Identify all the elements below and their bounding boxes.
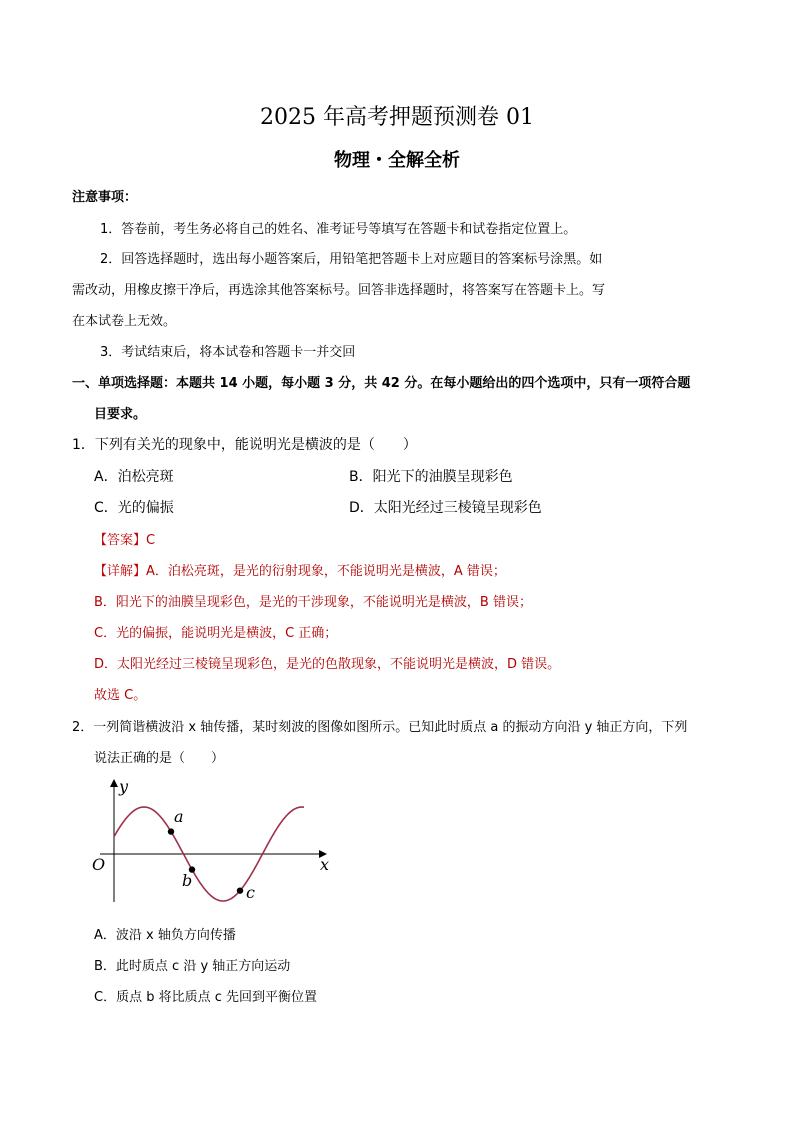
wave-figure [86,772,346,912]
q1-answer-value: C [146,533,156,548]
notice-item-2-line1: 2．回答选择题时，选出每小题答案后，用铅笔把答题卡上对应题目的答案标号涂黑。如 [100,252,603,267]
q1-detail-label: 【详解】 [94,564,147,579]
q1-detail-a [94,560,506,579]
x-axis-label: x [320,855,330,874]
page-subtitle: 物理・全解全析 [334,150,460,171]
q2-option-b: B．此时质点 c 沿 y 轴正方向运动 [94,959,291,974]
point-b-label: b [182,871,193,890]
point-c [237,887,243,893]
q2-option-c: C．质点 b 将比质点 c 先回到平衡位置 [94,990,318,1005]
q1-stem: 1．下列有关光的现象中，能说明光是横波的是（ ） [72,437,417,453]
point-c-label: c [246,883,255,902]
q1-option-c: C．光的偏振 [94,500,174,516]
q1-option-d: D．太阳光经过三棱镜呈现彩色 [349,500,542,516]
q2-option-a: A．波沿 x 轴负方向传播 [94,928,236,943]
q1-answer [94,529,155,548]
notice-item-1: 1．答卷前，考生务必将自己的姓名、准考证号等填写在答题卡和试卷指定位置上。 [100,222,577,237]
notice-item-2-line2: 需改动，用橡皮擦干净后，再选涂其他答案标号。回答非选择题时，将答案写在答题卡上。写 [72,283,606,298]
notice-item-3: 3．考试结束后，将本试卷和答题卡一并交回 [100,345,356,360]
point-a-label: a [174,807,184,826]
y-axis-label: y [119,777,129,796]
point-a [168,828,174,834]
q1-conclusion: 故选 C。 [94,688,147,703]
origin-label: O [92,855,106,874]
notice-item-2-line3: 在本试卷上无效。 [72,314,177,329]
q1-answer-label: 【答案】 [94,533,147,548]
q1-option-a: A．泊松亮斑 [94,469,174,485]
page-title: 2025 年高考押题预测卷 01 [260,105,534,130]
section-heading-line2: 目要求。 [94,407,147,422]
q2-stem-line1: 2．一列简谐横波沿 x 轴传播，某时刻波的图像如图所示。已知此时质点 a 的振动方向沿 y 轴正方向，下列 [72,720,688,735]
q1-detail-b: B．阳光下的油膜呈现彩色，是光的干涉现象，不能说明光是横波，B 错误； [94,595,532,610]
q1-detail-c: C．光的偏振，能说明光是横波，C 正确； [94,626,338,641]
q1-option-b: B．阳光下的油膜呈现彩色 [349,469,513,485]
section-heading-line1: 一、单项选择题：本题共 14 小题，每小题 3 分，共 42 分。在每小题给出的四个选项中，只有一项符合题 [72,376,691,391]
notice-heading: 注意事项： [72,190,138,205]
q2-stem-line2: 说法正确的是（ ） [94,751,225,766]
q1-detail-d: D．太阳光经过三棱镜呈现彩色，是光的色散现象，不能说明光是横波，D 错误。 [94,657,561,672]
q1-detail-a-text: A．泊松亮斑，是光的衍射现象，不能说明光是横波，A 错误； [146,564,506,579]
